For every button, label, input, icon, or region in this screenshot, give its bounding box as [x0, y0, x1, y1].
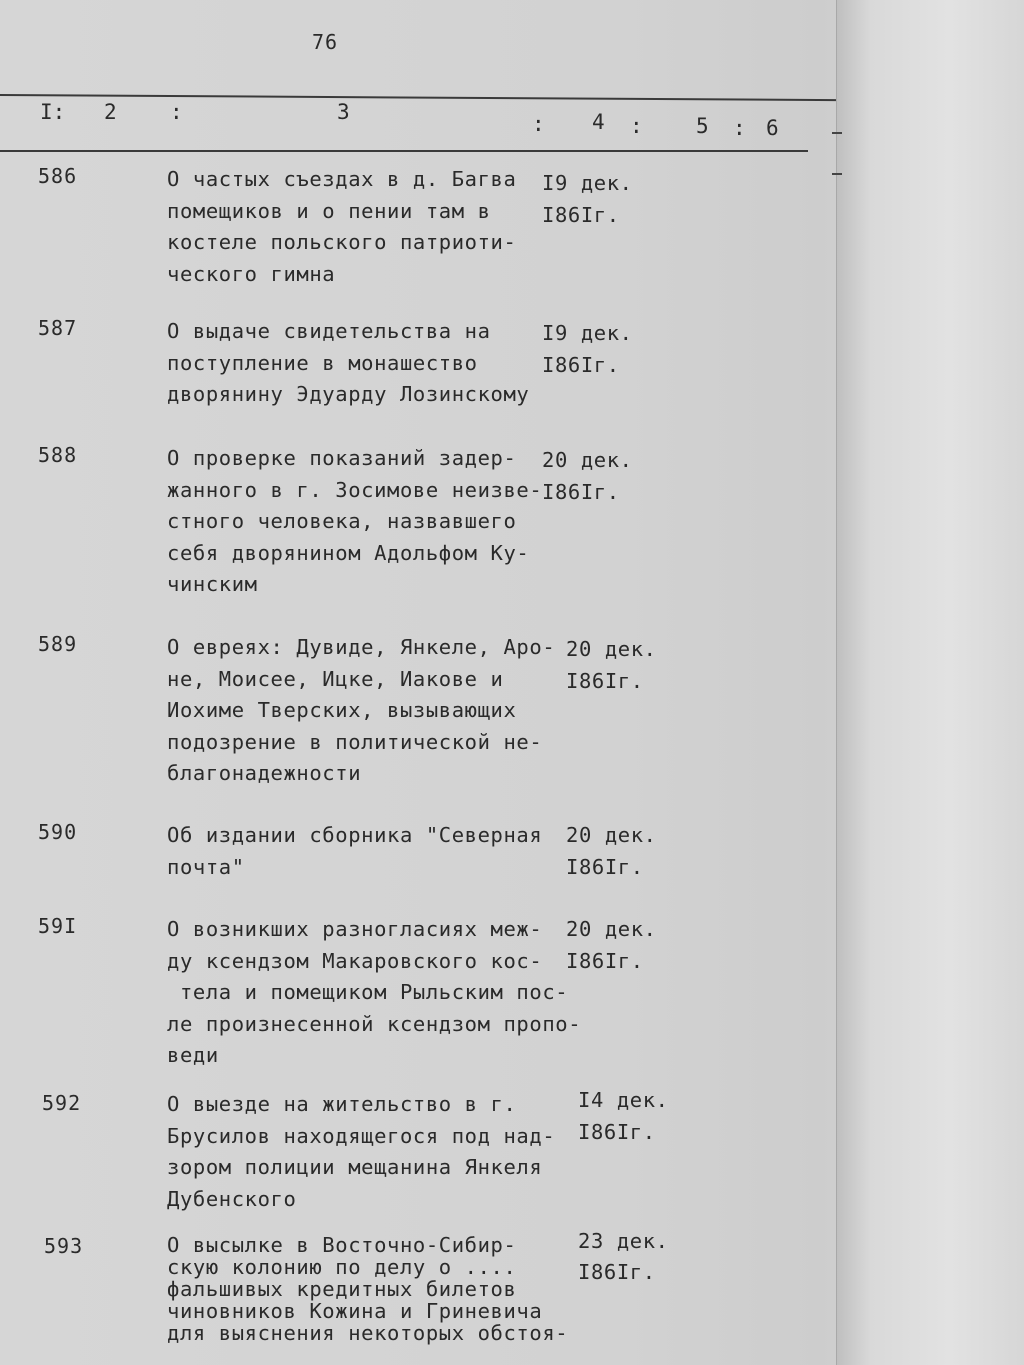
header-separator: :	[630, 114, 643, 138]
entry-date: 20 дек. I86Iг.	[566, 823, 657, 879]
entry-number: 59I	[38, 914, 78, 938]
header-col-4: 4	[592, 110, 605, 134]
entry-number: 592	[42, 1091, 82, 1115]
entry-date: I9 дек. I86Iг.	[542, 321, 633, 377]
margin-mark	[832, 132, 842, 134]
entry-title: О возникших разногласиях меж- ду ксендзом Макаровского кос- тела и помещиком Рыльским пос- ле произнесенной ксендзом пропо- веди	[167, 917, 582, 1067]
entry-number: 589	[38, 632, 78, 656]
entry-title: О евреях: Дувиде, Янкеле, Аро- не, Моисее, Ицке, Иакове и Иохиме Тверских, вызывающих подозрение в политической не- благонадежности	[167, 635, 556, 785]
entry-date: I9 дек. I86Iг.	[542, 171, 633, 227]
header-col-3: 3	[337, 100, 350, 124]
entry-number: 586	[38, 164, 78, 188]
header-col-1: I:	[40, 100, 66, 124]
header-col-2: 2	[104, 100, 117, 124]
header-separator: :	[532, 112, 545, 136]
entry-number: 588	[38, 443, 78, 467]
entry-date: 23 дек. I86Iг.	[578, 1229, 669, 1284]
entry-number: 587	[38, 316, 78, 340]
header-col-5: 5	[696, 114, 709, 138]
entry-title: О частых съездах в д. Багва помещиков и о пении там в костеле польского патриоти- ческого гимна	[167, 167, 517, 286]
header-separator: :	[733, 116, 746, 140]
page-number: 76	[312, 30, 339, 54]
margin-mark	[832, 173, 842, 175]
header-separator: :	[170, 100, 183, 124]
entry-title: О проверке показаний задер- жанного в г. Зосимове неизве- стного человека, назвавшего себя дворянином Адольфом Ку- чинским	[167, 446, 543, 596]
header-col-6: 6	[766, 116, 779, 140]
entry-title: О выдаче свидетельства на поступление в монашество дворянину Эдуарду Лозинскому	[167, 319, 530, 406]
header-bottom-rule	[0, 150, 808, 152]
entry-date: 20 дек. I86Iг.	[542, 448, 633, 504]
entry-date: 20 дек. I86Iг.	[566, 637, 657, 693]
entry-title: О высылке в Восточно-Сибир- скую колонию по делу о .... фальшивых кредитных билетов чиновников Кожина и Гриневича для выяснения некоторых обстоя-	[167, 1233, 569, 1345]
adjacent-sheet-edge	[836, 0, 1024, 1365]
entry-title: О выезде на жительство в г. Брусилов находящегося под над- зором полиции мещанина Янкеля Дубенского	[167, 1092, 556, 1211]
entry-title: Об издании сборника "Северная почта"	[167, 823, 543, 879]
entry-number: 593	[44, 1234, 84, 1258]
entry-number: 590	[38, 820, 78, 844]
entry-date: I4 дек. I86Iг.	[578, 1088, 669, 1144]
entry-date: 20 дек. I86Iг.	[566, 917, 657, 973]
